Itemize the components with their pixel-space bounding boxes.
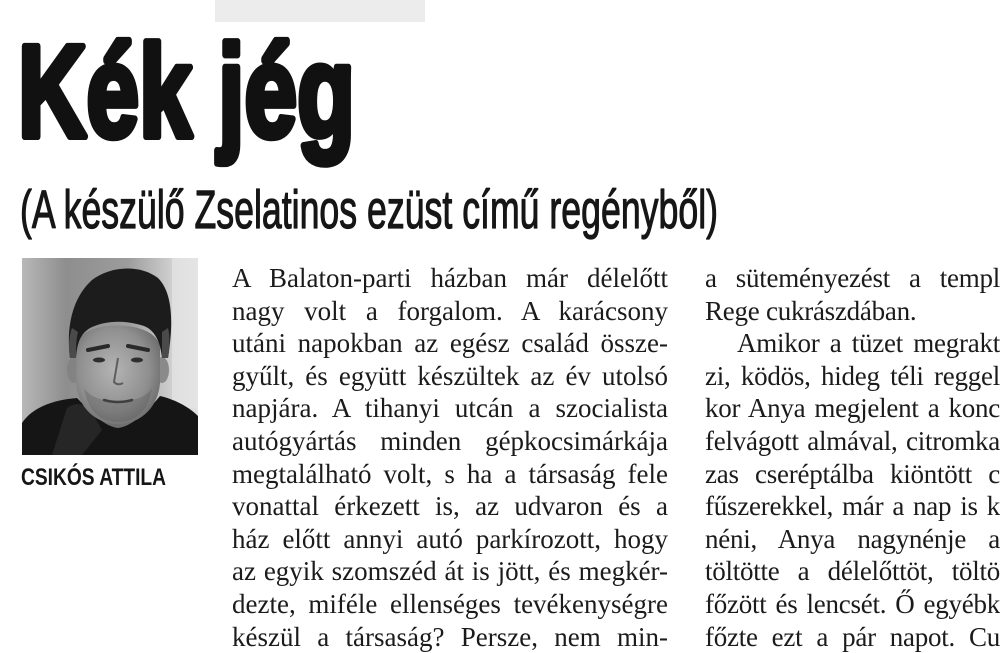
article-line: zas cseréptálba kiöntött c (705, 458, 1000, 489)
article-line: utáni napokban az egész család össze- (232, 328, 668, 359)
article-line: gyűlt, és együtt készültek az év utolsó (232, 360, 668, 391)
article-line: főzte ezt a pár napot. Cu (705, 621, 1000, 652)
article-line: készül a társaság? Persze, nem min- (232, 621, 668, 652)
photo-window (172, 258, 198, 408)
author-name: CSIKÓS ATTILA (21, 464, 203, 491)
article-line: dezte, miféle ellenséges tevékenységre (232, 588, 668, 619)
article-line: nagy volt a forgalom. A karácsony (232, 295, 668, 326)
article-line: az egyik szomszéd át is jött, és megkér- (232, 556, 668, 587)
photo-eye-right (131, 358, 143, 363)
article-line: töltötte a délelőttöt, töltö (705, 556, 1000, 587)
article-line: megtalálható volt, s ha a társaság fele (232, 458, 668, 489)
article-column-2 (705, 262, 1000, 652)
article-line: fűszerekkel, már a nap is k (705, 491, 1000, 522)
subheadline (0, 172, 760, 247)
article-line: Rege cukrászdában. (705, 295, 917, 326)
article-title: Kék jég (18, 17, 355, 165)
article-line: autógyártás minden gépkocsimárkája (232, 425, 668, 456)
photo-eye-left (93, 358, 105, 363)
article-line: ház előtt annyi autó parkírozott, hogy (232, 523, 668, 554)
photo-hair-side-right (162, 328, 170, 358)
headline (0, 0, 420, 172)
article-line: A Balaton-parti házban már délelőtt (232, 263, 668, 293)
article-line: kor Anya megjelent a konc (705, 393, 1000, 424)
article-subtitle: (A készülő Zselatinos ezüst című regényből) (20, 180, 718, 240)
article-line: néni, Anya nagynénje a (705, 523, 1000, 554)
article-line: vonattal érkezett is, az udvaron és a (232, 491, 668, 522)
article-line: napjára. A tihanyi utcán a szocialista (232, 393, 668, 424)
article-column-1 (232, 262, 668, 652)
article-line: felvágott almával, citromka (705, 425, 1000, 456)
article-line: a süteményezést a templ (705, 263, 1000, 293)
article-line: Amikor a tüzet megrakt (737, 328, 1000, 359)
author-byline (0, 456, 203, 496)
article-line: zi, ködös, hideg téli reggel (705, 360, 1000, 391)
article-line: főzött és lencsét. Ő egyébk (705, 588, 1000, 619)
author-photo (22, 258, 198, 455)
